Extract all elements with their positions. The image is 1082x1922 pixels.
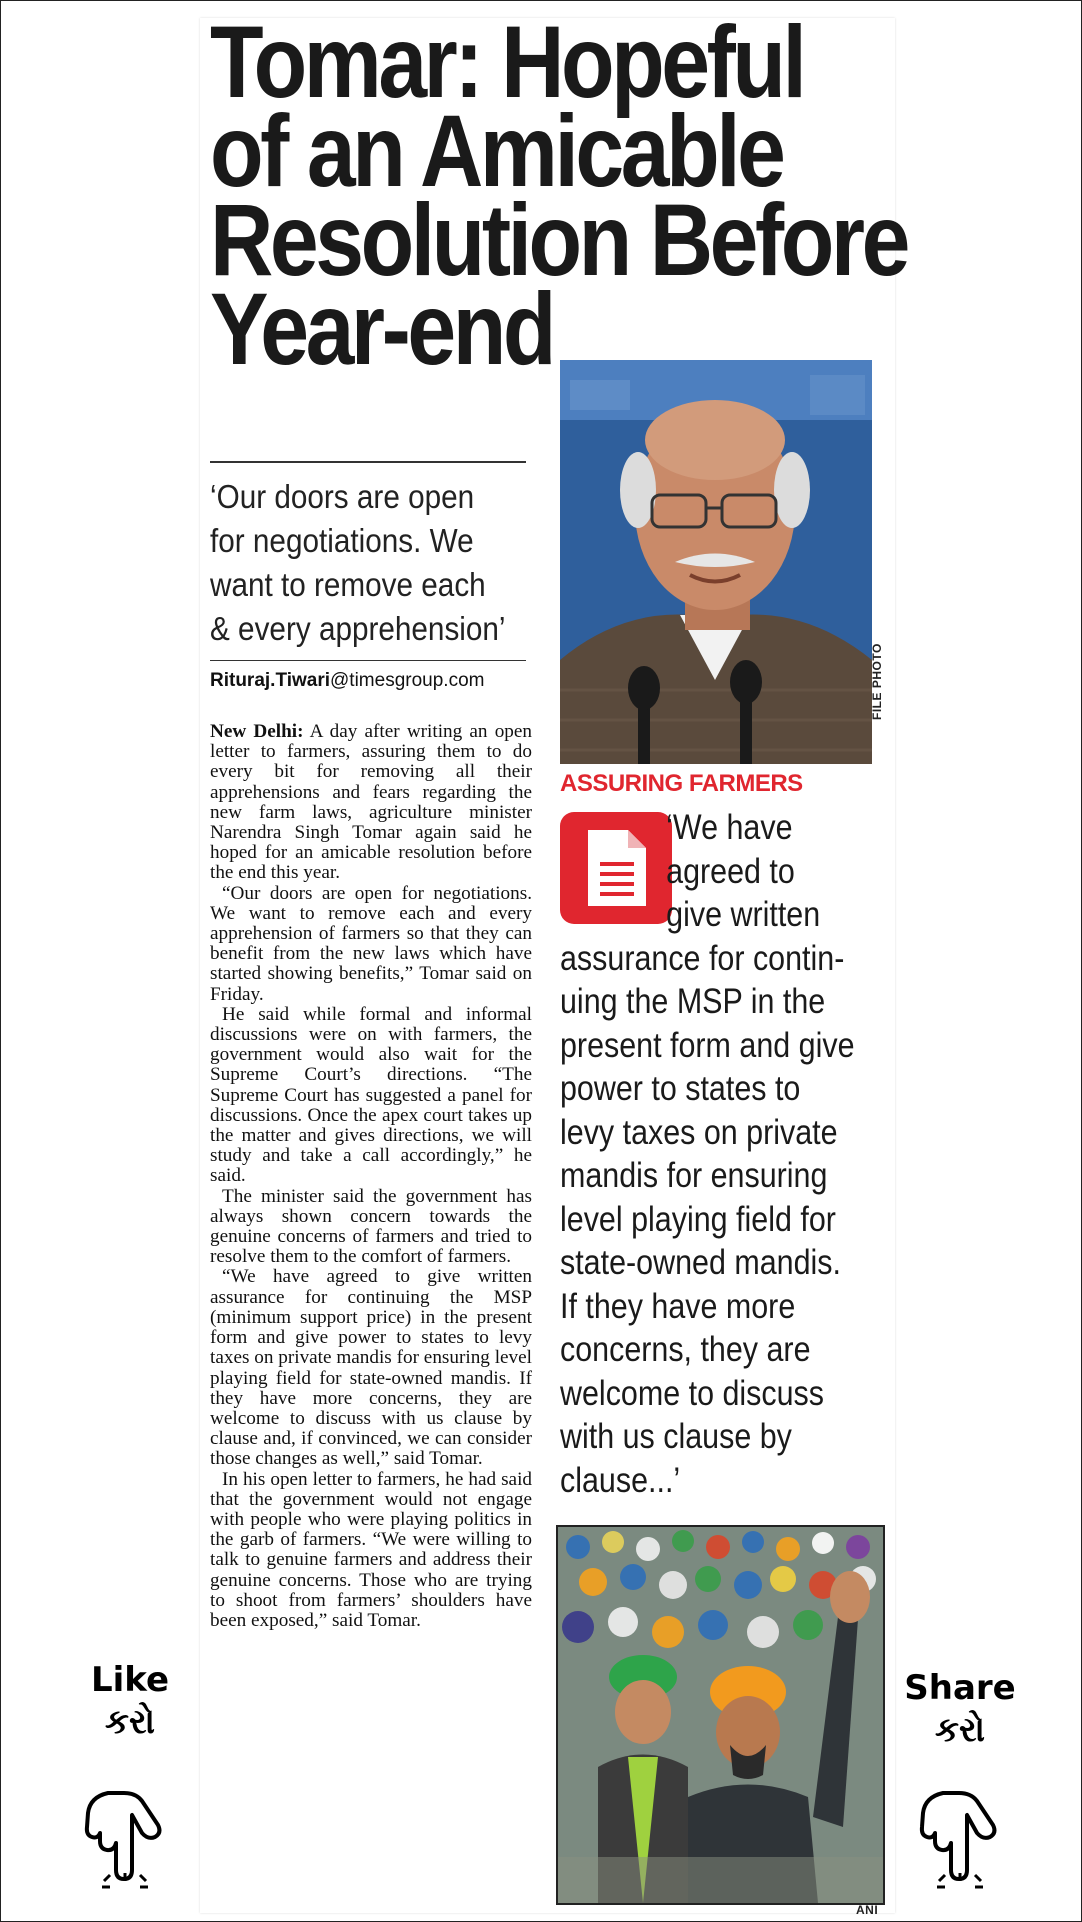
quote-line: mandis for ensuring [560,1156,828,1195]
share-script: કરો [934,1710,986,1750]
pointing-hand-icon [915,1765,1005,1895]
subhead-line: for negotiations. We [210,522,474,559]
paragraph: The minister said the government has always shown concern towards the genuine concerns of farmers and tried to resolve them to the comfort of farmers. [210,1185,532,1268]
quote-line: concerns, they are [560,1330,811,1369]
subhead-line: want to remove each [210,566,486,603]
quote-line: level playing field for [560,1199,836,1239]
subhead-line: & every apprehension’ [210,610,506,647]
photo-credit: FILE PHOTO [870,643,884,720]
byline-name: Rituraj.Tiwari [210,670,331,691]
protest-photo [556,1525,885,1905]
like-script: કરો [104,1702,156,1742]
like-button[interactable] [80,1660,180,1744]
divider [210,660,526,661]
headline-line: of an Amicable [210,94,783,208]
divider [210,461,526,463]
quote-line: state-owned mandis. [560,1243,841,1282]
headline [210,5,907,386]
paragraph-text: A day after writing an open letter to farmers, assuring them to do every bit for removing all their apprehensions and fears regarding the new farm laws, agriculture minister Narendra Singh Tomar again said he hoped for an amicable resolution before the end this year. [210,721,533,884]
paragraph: In his open letter to farmers, he had said that the government would not engage with people who were playing politics in the garb of farmers. “We were willing to talk to genuine farmers and address their genuine concerns. Those who are trying to shoot from farmers’ shoulders have been exposed,” said Tomar. [210,1468,532,1631]
minister-photo [560,360,872,764]
quote-line: present form and give [560,1025,855,1065]
paragraph: He said while formal and informal discussions were on with farmers, the government would also wait for the Supreme Court’s directions. “The Supreme Court has suggested a panel for discussions. Once the apex court takes up the matter and gives directions, we will study and take a call accordingly,” he said. [210,1003,532,1187]
photo-credit: ANI [856,1903,879,1917]
byline-domain: @timesgroup.com [330,670,485,691]
quote-line: ‘We have [666,808,793,847]
subhead-line: ‘Our doors are open [210,478,475,515]
dateline: New Delhi: [210,721,304,742]
quote-line: If they have more [560,1286,796,1326]
quote-line: uing the MSP in the [560,982,826,1021]
pointing-hand-icon [80,1765,170,1895]
quote-line: agreed to [666,851,795,891]
subhead [210,475,516,651]
byline [210,670,484,692]
share-button[interactable] [900,1668,1020,1752]
paragraph: “We have agreed to give written assurance for continuing the MSP (minimum support price) in the present form and give power to states to levy taxes on private mandis for ensuring level playing field for state-owned mandis. If they have more concerns, they are welcome to discuss with us clause by clause and, if convinced, we can consider those changes as well,” said Tomar. [210,1266,532,1470]
paragraph [210,722,532,884]
share-label: Share [904,1668,1016,1708]
quote-line: welcome to discuss [560,1373,825,1413]
pull-quote [560,806,855,1502]
quote-line: clause...’ [560,1460,681,1500]
headline-line: Resolution Before [210,183,907,297]
article-body [210,722,532,1631]
paragraph: “Our doors are open for negotiations. We want to remove each and every apprehension of farmers so that they can benefit from the new laws which have started showing benefits,” Tomar said on Friday. [210,882,532,1005]
quote-line: power to states to [560,1069,801,1108]
headline-line: Year-end [210,272,554,386]
quote-line: give written [666,895,821,934]
quote-line: with us clause by [560,1417,792,1456]
kicker: ASSURING FARMERS [560,770,803,797]
quote-line: assurance for contin- [560,938,845,978]
like-label: Like [90,1660,170,1700]
quote-line: levy taxes on private [560,1112,838,1152]
minister-photo-illustration [560,360,872,764]
protest-photo-illustration [558,1527,883,1903]
headline-line: Tomar: Hopeful [210,5,804,119]
